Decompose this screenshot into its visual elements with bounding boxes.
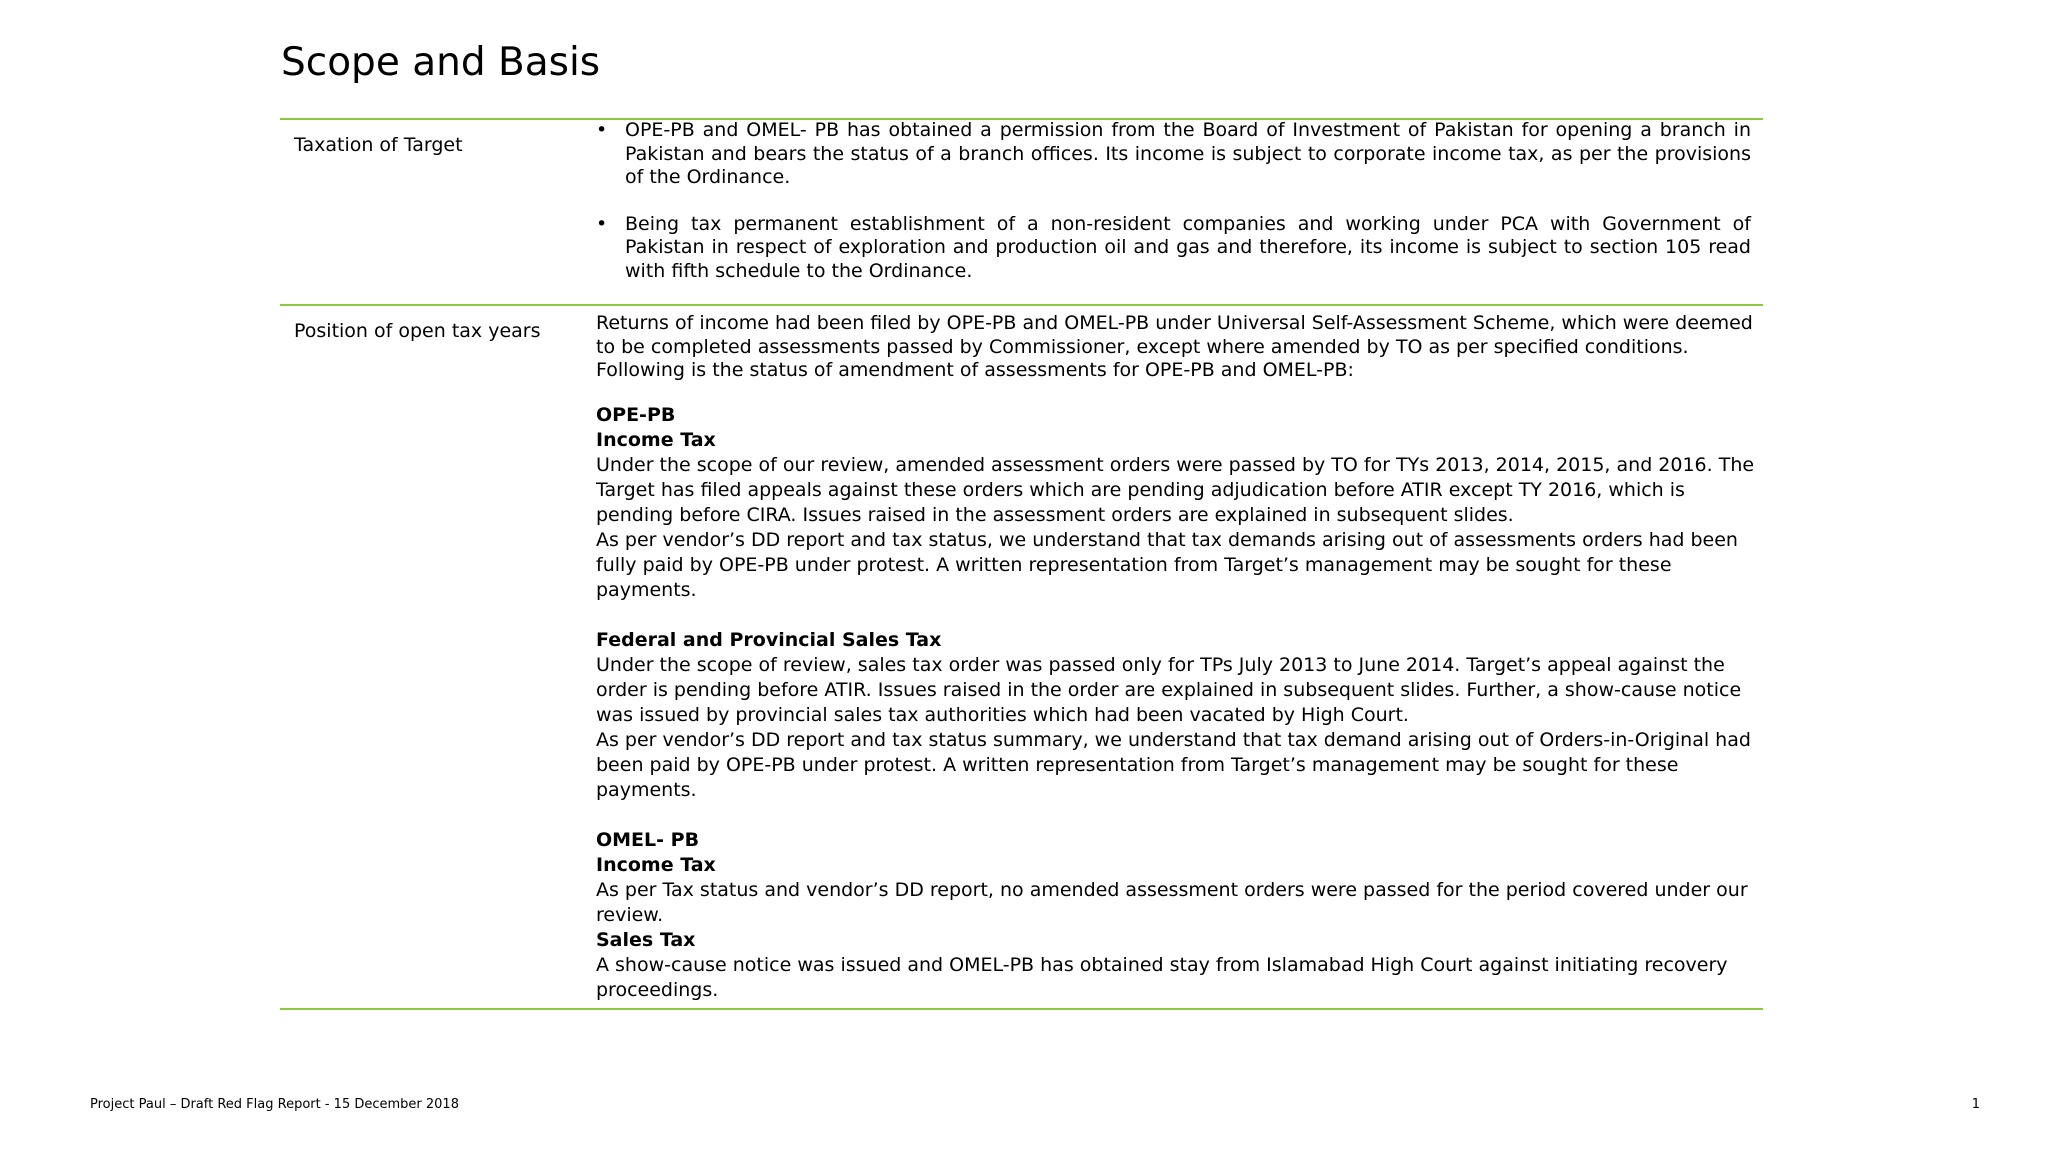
subheading-sales-tax: Sales Tax [596,928,696,951]
intro-paragraph: Returns of income had been filed by OPE-PB and OMEL-PB under Universal Self-Assessment Scheme, which were deemed to be completed assessments passed by Commissioner, except where amended by TO as per specified conditions. Following is the status of amendment of assessments for OPE-PB and OMEL-PB: [596,312,1753,381]
table-bottom-rule [280,1008,1763,1010]
taxation-bullet-list [596,119,1751,306]
bullet-icon: • [596,119,608,141]
ope-sales-tax-paragraph-2: As per vendor’s DD report and tax status summary, we understand that tax demand arising out of Orders-in-Original had been paid by OPE-PB under protest. A written representation from Target’s management may be sought for these payments. [596,728,1751,801]
ope-income-tax-paragraph-2: As per vendor’s DD report and tax status, we understand that tax demands arising out of assessments orders had been fully paid by OPE-PB under protest. A written representation from Target’s management may be sought for these payments. [596,528,1738,601]
section-heading-omel-pb: OMEL- PB [596,828,700,851]
list-item [596,119,1751,190]
list-item [596,213,1751,284]
omel-income-tax-paragraph: As per Tax status and vendor’s DD report, no amended assessment orders were passed for the period covered under our review. [596,878,1748,926]
open-tax-years-content [596,312,1756,1003]
page-title: Scope and Basis [281,40,601,85]
subheading-income-tax: Income Tax [596,853,716,876]
ope-income-tax-paragraph-1: Under the scope of our review, amended assessment orders were passed by TO for TYs 2013, 2014, 2015, and 2016. The Target has filed appeals against these orders which are pending adjudication before ATIR except TY 2016, which is pending before CIRA. Issues raised in the assessment orders are explained in subsequent slides. [596,453,1755,526]
ope-section [596,403,1756,828]
omel-sales-tax-paragraph: A show-cause notice was issued and OMEL-PB has obtained stay from Islamabad High Court against initiating recovery proceedings. [596,953,1728,1001]
page-number: 1 [1971,1097,1980,1112]
subheading-sales-tax: Federal and Provincial Sales Tax [596,628,942,651]
ope-sales-tax-paragraph-1: Under the scope of review, sales tax order was passed only for TPs July 2013 to June 2014. Target’s appeal against the order is pending before ATIR. Issues raised in the order are explained in subsequent slides. Further, a show-cause notice was issued by provincial sales tax authorities which had been vacated by High Court. [596,653,1742,726]
row-label-position-of-open-tax-years: Position of open tax years [294,320,541,342]
row-divider-rule [280,304,1763,306]
subheading-income-tax: Income Tax [596,428,716,451]
bullet-text: OPE-PB and OMEL- PB has obtained a permission from the Board of Investment of Pakistan for opening a branch in Pakistan and bears the status of a branch offices. Its income is subject to corporate income tax, as per the provisions of the Ordinance. [625,119,1751,188]
bullet-text: Being tax permanent establishment of a non-resident companies and working under PCA with Government of Pakistan in respect of exploration and production oil and gas and therefore, its income is subject to section 105 read with fifth schedule to the Ordinance. [625,212,1751,282]
omel-section [596,828,1756,1003]
bullet-icon: • [596,212,608,235]
row-label-taxation-of-target: Taxation of Target [294,134,463,156]
section-heading-ope-pb: OPE-PB [596,403,676,426]
footer-report-title: Project Paul – Draft Red Flag Report - 15 December 2018 [90,1097,459,1112]
